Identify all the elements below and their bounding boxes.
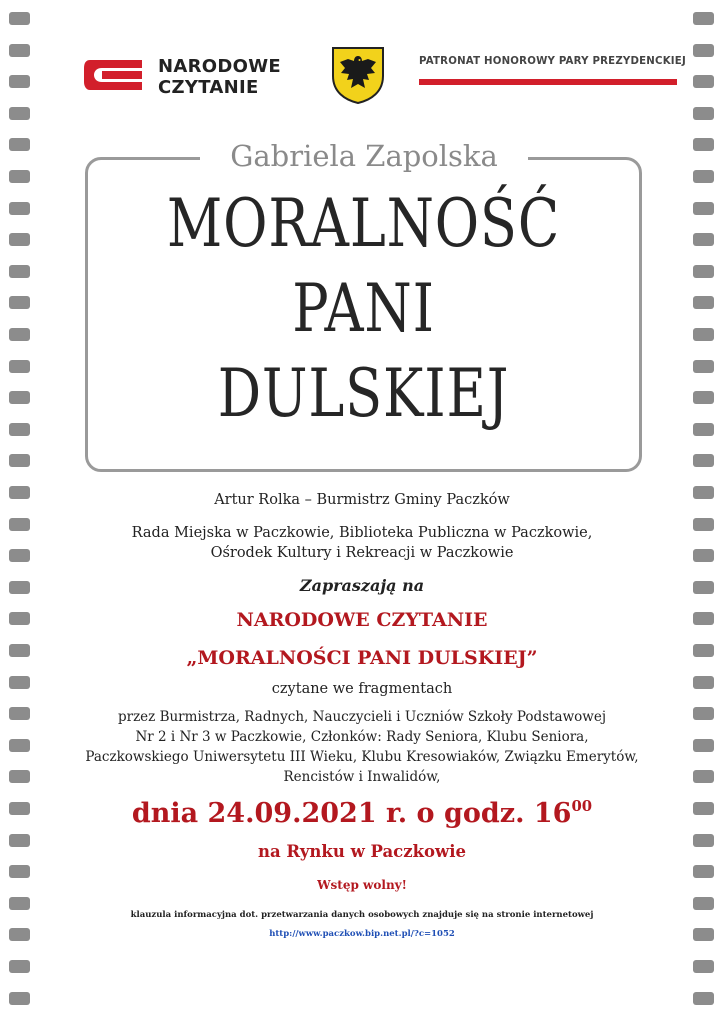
sprocket-hole (693, 44, 714, 57)
sprocket-hole (9, 75, 30, 88)
sprocket-hole (9, 233, 30, 246)
sprocket-hole (693, 138, 714, 151)
sprocket-hole (9, 202, 30, 215)
place-line: na Rynku w Paczkowie (257, 842, 467, 861)
sprocket-hole (9, 328, 30, 341)
author-name: Gabriela Zapolska (200, 134, 528, 178)
sprocket-hole (9, 928, 30, 941)
patronage-bar (419, 79, 677, 85)
film-strip-right (693, 0, 715, 1024)
sprocket-hole (693, 391, 714, 404)
logo-line1: NARODOWE (158, 56, 281, 77)
sprocket-hole (693, 992, 714, 1005)
sprocket-hole (693, 265, 714, 278)
reading-line: czytane we fragmentach (271, 681, 453, 697)
sprocket-hole (693, 707, 714, 720)
sprocket-hole (9, 360, 30, 373)
sprocket-hole (9, 676, 30, 689)
sprocket-hole (9, 423, 30, 436)
sprocket-hole (693, 834, 714, 847)
sprocket-hole (9, 518, 30, 531)
sprocket-hole (9, 170, 30, 183)
sprocket-hole (693, 454, 714, 467)
sprocket-hole (9, 612, 30, 625)
sprocket-hole (693, 75, 714, 88)
sprocket-hole (693, 739, 714, 752)
title-line-2: PANI (292, 270, 435, 347)
sprocket-hole (693, 12, 714, 25)
work-title: „MORALNOŚCI PANI DULSKIEJ” (186, 647, 538, 669)
sprocket-hole (9, 644, 30, 657)
sprocket-hole (9, 454, 30, 467)
sprocket-hole (693, 865, 714, 878)
sprocket-hole (693, 897, 714, 910)
sprocket-hole (9, 296, 30, 309)
logo-line2: CZYTANIE (158, 77, 259, 98)
gdpr-note: klauzula informacyjna dot. przetwarzania danych osobowych znajduje się na stronie internetowej (130, 910, 594, 920)
sprocket-hole (9, 44, 30, 57)
sprocket-hole (693, 644, 714, 657)
sprocket-hole (693, 518, 714, 531)
sprocket-hole (9, 739, 30, 752)
narodowe-czytanie-logo (84, 54, 281, 104)
sprocket-hole (693, 170, 714, 183)
sprocket-hole (693, 423, 714, 436)
sprocket-hole (693, 928, 714, 941)
event-name: NARODOWE CZYTANIE (236, 609, 488, 631)
sprocket-hole (9, 834, 30, 847)
sprocket-hole (9, 770, 30, 783)
coat-of-arms-icon (331, 46, 385, 104)
entry-line: Wstęp wolny! (317, 878, 407, 892)
sprocket-hole (9, 992, 30, 1005)
sprocket-hole (693, 960, 714, 973)
sprocket-hole (693, 202, 714, 215)
time-minutes: 00 (571, 797, 593, 815)
sprocket-hole (693, 296, 714, 309)
readers-line-1: przez Burmistrza, Radnych, Nauczycieli i Uczniów Szkoły Podstawowej (117, 709, 607, 725)
host-line: Artur Rolka – Burmistrz Gminy Paczków (214, 492, 510, 508)
sprocket-hole (693, 770, 714, 783)
logo-text (158, 56, 281, 98)
book-icon (84, 58, 148, 92)
sprocket-hole (9, 486, 30, 499)
film-strip-left (9, 0, 31, 1024)
sprocket-hole (693, 486, 714, 499)
sprocket-hole (9, 391, 30, 404)
patronage-text: PATRONAT HONOROWY PARY PREZYDENCKIEJ (419, 56, 686, 67)
title-line-3: DULSKIEJ (217, 355, 510, 432)
partners-line-2: Ośrodek Kultury i Rekreacji w Paczkowie (210, 545, 514, 561)
sprocket-hole (9, 265, 30, 278)
sprocket-hole (693, 549, 714, 562)
sprocket-hole (693, 233, 714, 246)
sprocket-hole (9, 549, 30, 562)
invite-line: Zapraszają na (299, 576, 425, 595)
sprocket-hole (693, 328, 714, 341)
sprocket-hole (9, 897, 30, 910)
sprocket-hole (693, 676, 714, 689)
sprocket-hole (9, 581, 30, 594)
sprocket-hole (9, 138, 30, 151)
title-line-1: MORALNOŚĆ (166, 185, 561, 262)
sprocket-hole (693, 360, 714, 373)
sprocket-hole (9, 802, 30, 815)
sprocket-hole (9, 12, 30, 25)
sprocket-hole (9, 107, 30, 120)
sprocket-hole (9, 960, 30, 973)
readers-line-4: Rencistów i Inwalidów, (283, 769, 441, 785)
sprocket-hole (9, 707, 30, 720)
sprocket-hole (693, 612, 714, 625)
sprocket-hole (693, 107, 714, 120)
readers-line-2: Nr 2 i Nr 3 w Paczkowie, Członków: Rady Seniora, Klubu Seniora, (135, 729, 589, 745)
sprocket-hole (9, 865, 30, 878)
partners-line-1: Rada Miejska w Paczkowie, Biblioteka Publiczna w Paczkowie, (131, 525, 593, 541)
info-link[interactable]: http://www.paczkow.bip.net.pl/?c=1052 (269, 929, 455, 939)
date-text: dnia 24.09.2021 r. o godz. 16 (131, 798, 572, 830)
sprocket-hole (693, 581, 714, 594)
date-time (60, 797, 664, 829)
sprocket-hole (693, 802, 714, 815)
readers-line-3: Paczkowskiego Uniwersytetu III Wieku, Klubu Kresowiaków, Związku Emerytów, (85, 749, 639, 765)
